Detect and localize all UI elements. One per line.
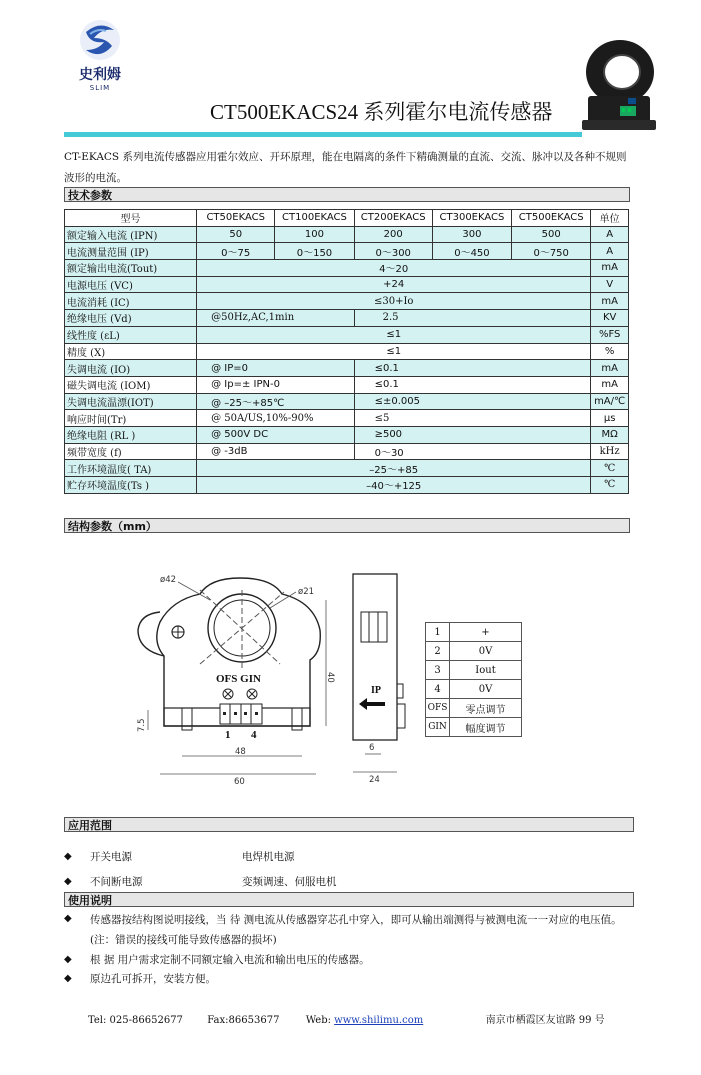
unit: A bbox=[591, 243, 629, 260]
cell: –40～+125 bbox=[197, 477, 591, 494]
cell: 4～20 bbox=[197, 260, 591, 277]
spec-table bbox=[64, 209, 629, 494]
unit: MΩ bbox=[591, 426, 629, 443]
dim-h40: 40 bbox=[325, 672, 335, 683]
unit: mA bbox=[591, 260, 629, 277]
pin-key: 4 bbox=[426, 680, 450, 699]
section-struct: 结构参数（mm） bbox=[64, 518, 630, 533]
row-label: 失调电流温漂(IOT) bbox=[65, 393, 197, 410]
cell: ≤0.1 bbox=[354, 376, 591, 393]
cell: 0～300 bbox=[354, 243, 432, 260]
footer-tel: Tel: 025-86652677 bbox=[88, 1015, 183, 1026]
unit: mA/℃ bbox=[591, 393, 629, 410]
unit: μs bbox=[591, 410, 629, 427]
cell-cond: @ 50A/US,10%-90% bbox=[197, 410, 354, 427]
bullet-icon: ◆ bbox=[64, 913, 72, 924]
cell: +24 bbox=[197, 276, 591, 293]
pin-val: + bbox=[450, 623, 522, 642]
row-label: 电流测量范围 (IP) bbox=[65, 243, 197, 260]
row-label: 频带宽度 (f) bbox=[65, 443, 197, 460]
row-label: 额定输入电流 (IPN) bbox=[65, 226, 197, 243]
table-row bbox=[65, 243, 629, 260]
pin-table-wrap bbox=[425, 622, 522, 737]
table-row bbox=[65, 410, 629, 427]
row-label: 失调电流 (IO) bbox=[65, 360, 197, 377]
cell: 0～30 bbox=[354, 443, 591, 460]
logo-mark-icon bbox=[76, 18, 124, 62]
app-item: 不间断电源 bbox=[90, 876, 143, 888]
cell-cond: @ Ip=± IPN-0 bbox=[197, 376, 354, 393]
pin-val: 幅度调节 bbox=[450, 718, 522, 737]
table-row bbox=[65, 460, 629, 477]
row-label: 绝缘电压 (Vd) bbox=[65, 310, 197, 327]
table-row bbox=[65, 343, 629, 360]
pin-key: GIN bbox=[426, 718, 450, 737]
unit: mA bbox=[591, 360, 629, 377]
cell-cond: @ -3dB bbox=[197, 443, 354, 460]
cell: 0～75 bbox=[197, 243, 275, 260]
dim-w6: 6 bbox=[369, 743, 375, 753]
unit: ℃ bbox=[591, 460, 629, 477]
row-label: 电源电压 (VC) bbox=[65, 276, 197, 293]
cell: ≤30+Io bbox=[197, 293, 591, 310]
unit: kHz bbox=[591, 443, 629, 460]
footer bbox=[88, 1011, 608, 1026]
dim-d21: ø21 bbox=[298, 587, 315, 597]
th-ct200: CT200EKACS bbox=[354, 210, 432, 227]
row-label: 工作环境温度( TA) bbox=[65, 460, 197, 477]
unit: ℃ bbox=[591, 477, 629, 494]
cell: 100 bbox=[275, 226, 354, 243]
cell: 300 bbox=[432, 226, 511, 243]
row-label: 线性度 (εL) bbox=[65, 326, 197, 343]
table-row bbox=[65, 310, 629, 327]
section-tech: 技术参数 bbox=[64, 187, 630, 202]
pin-row bbox=[426, 680, 522, 699]
unit: A bbox=[591, 226, 629, 243]
bullet-icon: ◆ bbox=[64, 954, 72, 965]
pin-key: 1 bbox=[426, 623, 450, 642]
cell: ≥500 bbox=[354, 426, 591, 443]
spec-table-wrap bbox=[64, 209, 629, 494]
logo-sub: SLIM bbox=[89, 84, 111, 92]
usage-text: 原边孔可拆开，安装方便。 bbox=[90, 973, 216, 985]
unit: % bbox=[591, 343, 629, 360]
footer-address: 南京市栖霞区友谊路 99 号 bbox=[485, 1015, 605, 1026]
title-bar bbox=[64, 132, 582, 137]
table-row bbox=[65, 443, 629, 460]
table-row bbox=[65, 326, 629, 343]
table-row bbox=[65, 260, 629, 277]
table-row bbox=[65, 426, 629, 443]
th-ct100: CT100EKACS bbox=[275, 210, 354, 227]
row-label: 精度 (X) bbox=[65, 343, 197, 360]
cell: ≤1 bbox=[197, 343, 591, 360]
cell: 200 bbox=[354, 226, 432, 243]
dim-h75: 7.5 bbox=[137, 718, 147, 732]
dim-w48: 48 bbox=[235, 747, 246, 757]
usage-text: 传感器按结构图说明接线，当 待 测电流从传感器穿芯孔中穿入，即可从输出端测得与被测电流一一对应的电压值。(注：错误的接线可能导致传感器的损坏) bbox=[90, 914, 622, 946]
pin-val: 0V bbox=[450, 680, 522, 699]
app-item: 电焊机电源 bbox=[242, 851, 295, 863]
pin-val: 零点调节 bbox=[450, 699, 522, 718]
pin-table bbox=[425, 622, 522, 737]
pin-row bbox=[426, 661, 522, 680]
side-view-drawing bbox=[345, 570, 415, 790]
th-ct300: CT300EKACS bbox=[432, 210, 511, 227]
ofs-gin-label: OFS GIN bbox=[216, 673, 261, 685]
row-label: 贮存环境温度(Ts ) bbox=[65, 477, 197, 494]
pin-key: 2 bbox=[426, 642, 450, 661]
table-header bbox=[65, 210, 629, 227]
pin1-label: 1 bbox=[225, 729, 231, 741]
cell-cond: @ –25～+85℃ bbox=[197, 393, 354, 410]
footer-web-link[interactable]: www.shilimu.com bbox=[334, 1015, 424, 1026]
table-row bbox=[65, 360, 629, 377]
product-photo bbox=[578, 36, 658, 136]
bullet-icon: ◆ bbox=[64, 876, 72, 887]
pin4-label: 4 bbox=[251, 729, 257, 741]
front-view-drawing bbox=[130, 560, 350, 790]
unit: mA bbox=[591, 293, 629, 310]
app-row-2 bbox=[64, 873, 337, 891]
logo-name: 史利姆 bbox=[79, 67, 121, 83]
cell: ≤5 bbox=[354, 410, 591, 427]
pin-key: OFS bbox=[426, 699, 450, 718]
table-row bbox=[65, 376, 629, 393]
section-usage: 使用说明 bbox=[64, 892, 634, 907]
dim-w24: 24 bbox=[369, 775, 380, 785]
pin-val: Iout bbox=[450, 661, 522, 680]
page-title: CT500EKACS24 系列霍尔电流传感器 bbox=[210, 100, 553, 124]
pin-row bbox=[426, 718, 522, 737]
th-unit: 单位 bbox=[591, 210, 629, 227]
app-item: 开关电源 bbox=[90, 851, 132, 863]
ip-label: IP bbox=[371, 685, 381, 696]
cell: 50 bbox=[197, 226, 275, 243]
cell: ≤0.1 bbox=[354, 360, 591, 377]
pin-val: 0V bbox=[450, 642, 522, 661]
table-row bbox=[65, 276, 629, 293]
table-row bbox=[65, 226, 629, 243]
pin-row bbox=[426, 623, 522, 642]
cell: 2.5 bbox=[354, 310, 591, 327]
row-label: 响应时间(Tr) bbox=[65, 410, 197, 427]
footer-fax: Fax:86653677 bbox=[207, 1015, 280, 1026]
unit: mA bbox=[591, 376, 629, 393]
cell: 0～450 bbox=[432, 243, 511, 260]
cell-cond: @ 500V DC bbox=[197, 426, 354, 443]
table-row bbox=[65, 293, 629, 310]
row-label: 磁失调电流 (IOM) bbox=[65, 376, 197, 393]
cell: ≤±0.005 bbox=[354, 393, 591, 410]
cell-cond: @50Hz,AC,1min bbox=[197, 310, 354, 327]
dim-d42: ø42 bbox=[160, 575, 177, 585]
pin-key: 3 bbox=[426, 661, 450, 680]
dim-w60: 60 bbox=[234, 777, 245, 787]
row-label: 电流消耗 (IC) bbox=[65, 293, 197, 310]
logo bbox=[76, 18, 124, 92]
cell: 0～150 bbox=[275, 243, 354, 260]
bullet-icon: ◆ bbox=[64, 851, 72, 862]
table-row bbox=[65, 393, 629, 410]
unit: V bbox=[591, 276, 629, 293]
row-label: 绝缘电阻 (RL ) bbox=[65, 426, 197, 443]
th-model: 型号 bbox=[65, 210, 197, 227]
cell-cond: @ IP=0 bbox=[197, 360, 354, 377]
table-row bbox=[65, 477, 629, 494]
pin-row bbox=[426, 642, 522, 661]
row-label: 额定输出电流(Tout) bbox=[65, 260, 197, 277]
cell: 500 bbox=[512, 226, 591, 243]
cell: ≤1 bbox=[197, 326, 591, 343]
section-app: 应用范围 bbox=[64, 817, 634, 832]
usage-3 bbox=[64, 970, 216, 988]
usage-text: 根 据 用户需求定制不同额定输入电流和输出电压的传感器。 bbox=[90, 954, 370, 966]
pin-row bbox=[426, 699, 522, 718]
bullet-icon: ◆ bbox=[64, 973, 72, 984]
footer-web-label: Web: bbox=[305, 1015, 331, 1026]
unit: %FS bbox=[591, 326, 629, 343]
usage-2 bbox=[64, 951, 370, 969]
th-ct50: CT50EKACS bbox=[197, 210, 275, 227]
app-row-1 bbox=[64, 848, 295, 866]
arrow-left-icon bbox=[359, 698, 385, 710]
th-ct500: CT500EKACS bbox=[512, 210, 591, 227]
cell: 0～750 bbox=[512, 243, 591, 260]
intro-text: CT-EKACS 系列电流传感器应用霍尔效应、开环原理，能在电隔离的条件下精确测量的直流、交流、脉冲以及各种不规则波形的电流。 bbox=[64, 151, 627, 184]
unit: KV bbox=[591, 310, 629, 327]
app-item: 变频调速、伺服电机 bbox=[242, 876, 337, 888]
usage-1 bbox=[64, 910, 636, 950]
cell: –25～+85 bbox=[197, 460, 591, 477]
